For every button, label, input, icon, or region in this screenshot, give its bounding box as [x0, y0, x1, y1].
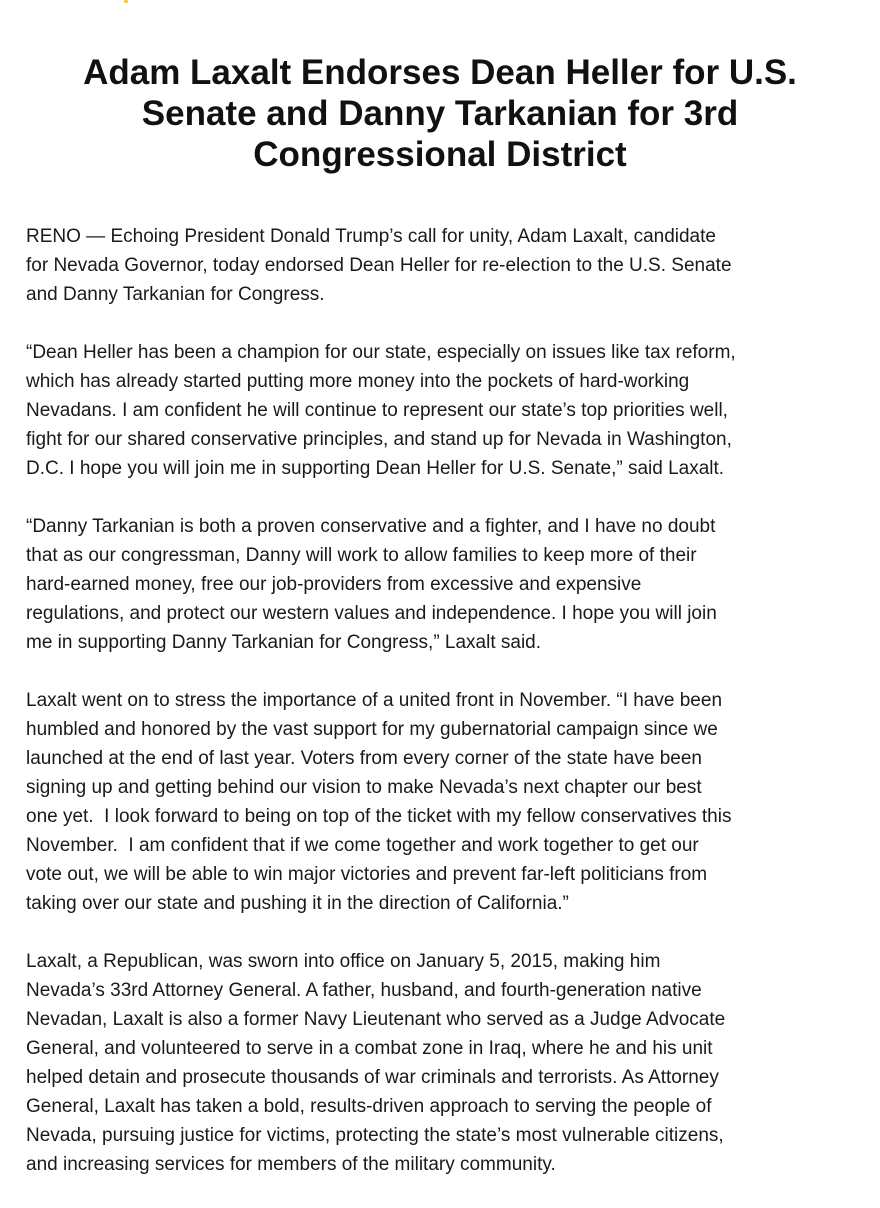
paragraph-line: Nevada’s 33rd Attorney General. A father, husband, and fourth-generation native	[26, 980, 702, 1001]
title-line: Congressional District	[253, 135, 627, 174]
paragraph-line: General, Laxalt has taken a bold, results-driven approach to serving the people of	[26, 1096, 712, 1117]
paragraph-line: humbled and honored by the vast support for my gubernatorial campaign since we	[26, 719, 718, 740]
article-body	[26, 222, 876, 1208]
paragraph-line: hard-earned money, free our job-providers from excessive and expensive	[26, 574, 642, 595]
paragraph-line: and Danny Tarkanian for Congress.	[26, 284, 325, 305]
header-accent-mark	[124, 0, 128, 3]
paragraph-line: “Dean Heller has been a champion for our state, especially on issues like tax reform,	[26, 342, 736, 363]
article-paragraph	[26, 947, 876, 1179]
article-paragraph	[26, 686, 876, 918]
article-paragraph	[26, 512, 876, 657]
paragraph-line: for Nevada Governor, today endorsed Dean Heller for re-election to the U.S. Senate	[26, 255, 732, 276]
paragraph-line: which has already started putting more money into the pockets of hard-working	[26, 371, 690, 392]
paragraph-line: Laxalt, a Republican, was sworn into office on January 5, 2015, making him	[26, 951, 661, 972]
paragraph-line: vote out, we will be able to win major victories and prevent far-left politicians from	[26, 864, 708, 885]
paragraph-line: launched at the end of last year. Voters from every corner of the state have been	[26, 748, 702, 769]
paragraph-line: signing up and getting behind our vision to make Nevada’s next chapter our best	[26, 777, 702, 798]
paragraph-line: November. I am confident that if we come together and work together to get our	[26, 835, 699, 856]
paragraph-line: Laxalt went on to stress the importance of a united front in November. “I have been	[26, 690, 723, 711]
paragraph-line: Nevadans. I am confident he will continue to represent our state’s top priorities well,	[26, 400, 728, 421]
article-paragraph	[26, 222, 876, 309]
paragraph-line: me in supporting Danny Tarkanian for Congress,” Laxalt said.	[26, 632, 542, 653]
paragraph-line: helped detain and prosecute thousands of war criminals and terrorists. As Attorney	[26, 1067, 719, 1088]
paragraph-line: taking over our state and pushing it in the direction of California.”	[26, 893, 569, 914]
title-line: Senate and Danny Tarkanian for 3rd	[141, 94, 739, 133]
paragraph-line: General, and volunteered to serve in a combat zone in Iraq, where he and his unit	[26, 1038, 713, 1059]
title-line: Adam Laxalt Endorses Dean Heller for U.S.	[83, 53, 797, 92]
article-paragraph	[26, 338, 876, 483]
paragraph-line: that as our congressman, Danny will work to allow families to keep more of their	[26, 545, 697, 566]
paragraph-line: and increasing services for members of the military community.	[26, 1154, 556, 1175]
paragraph-line: “Danny Tarkanian is both a proven conservative and a fighter, and I have no doubt	[26, 516, 716, 537]
paragraph-line: regulations, and protect our western values and independence. I hope you will join	[26, 603, 717, 624]
article-title	[0, 52, 880, 175]
paragraph-line: Nevada, pursuing justice for victims, protecting the state’s most vulnerable citizens,	[26, 1125, 724, 1146]
paragraph-line: one yet. I look forward to being on top of the ticket with my fellow conservatives this	[26, 806, 732, 827]
paragraph-line: fight for our shared conservative principles, and stand up for Nevada in Washington,	[26, 429, 732, 450]
paragraph-line: RENO — Echoing President Donald Trump’s call for unity, Adam Laxalt, candidate	[26, 226, 716, 247]
paragraph-line: D.C. I hope you will join me in supporting Dean Heller for U.S. Senate,” said Laxalt.	[26, 458, 725, 479]
paragraph-line: Nevadan, Laxalt is also a former Navy Lieutenant who served as a Judge Advocate	[26, 1009, 726, 1030]
